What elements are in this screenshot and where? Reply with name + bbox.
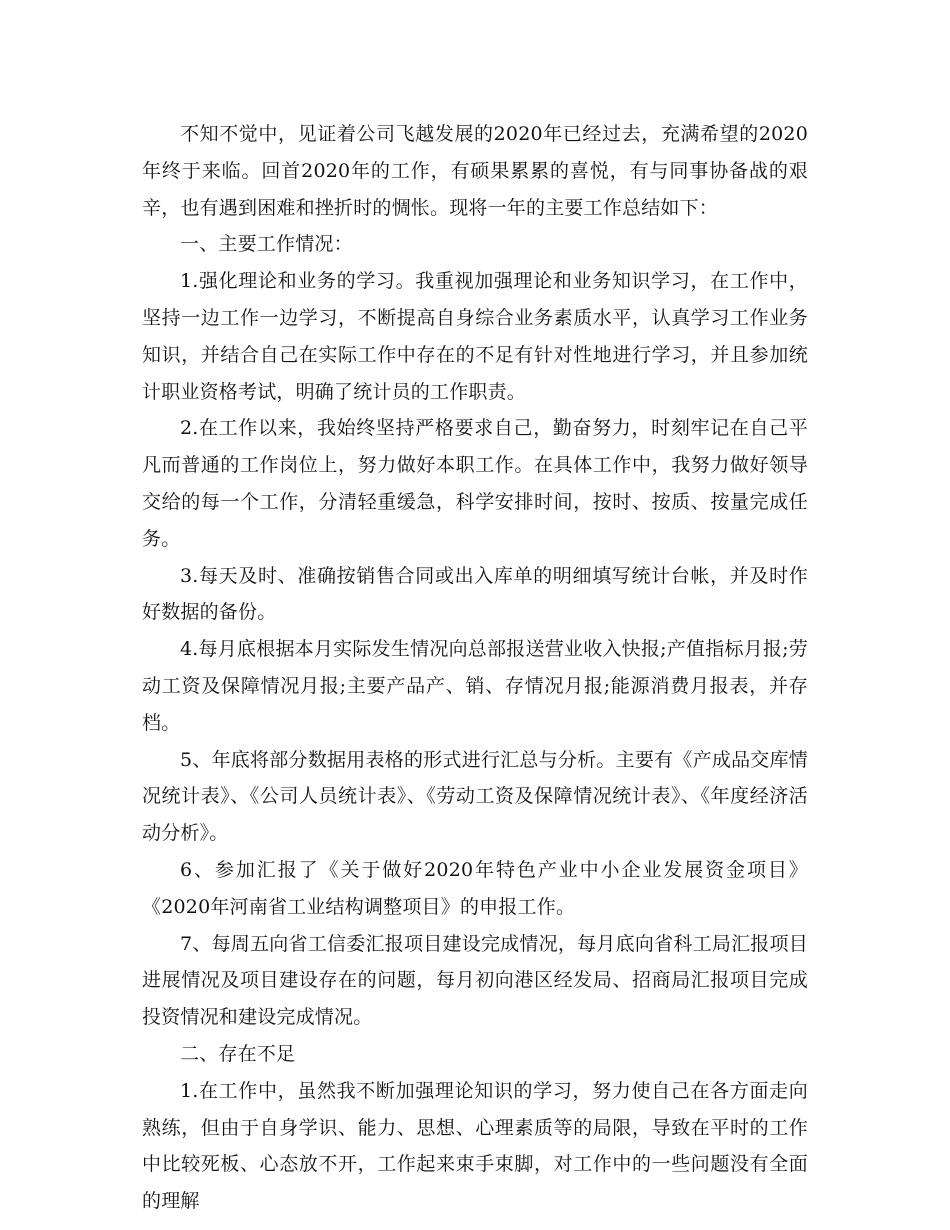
work-item-4: 4.每月底根据本月实际发生情况向总部报送营业收入快报;产值指标月报;劳动工资及保障情况月报;主要产品产、销、存情况月报;能源消费月报表，并存档。 [142,638,808,734]
intro-paragraph: 不知不觉中，见证着公司飞越发展的2020年已经过去，充满希望的2020年终于来临。回首2020年的工作，有硕果累累的喜悦，有与同事协备战的艰辛，也有遇到困难和挫折时的惆怅。现将一年的主要工作总结如下： [142,123,808,219]
shortcoming-item-1: 1.在工作中，虽然我不断加强理论知识的学习，努力使自己在各方面走向熟练，但由于自身学识、能力、思想、心理素质等的局限，导致在平时的工作中比较死板、心态放不开，工作起来束手束脚，对工作中的一些问题没有全面的理解 [142,1079,808,1213]
document-body [142,116,808,1220]
work-item-3: 3.每天及时、准确按销售合同或出入库单的明细填写统计台帐，并及时作好数据的备份。 [142,564,808,624]
work-item-2: 2.在工作以来，我始终坚持严格要求自己，勤奋努力，时刻牢记在自己平凡而普通的工作岗位上，努力做好本职工作。在具体工作中，我努力做好领导交给的每一个工作，分清轻重缓急，科学安排时间，按时、按质、按量完成任务。 [142,417,808,550]
work-item-7: 7、每周五向省工信委汇报项目建设完成情况，每月底向省科工局汇报项目进展情况及项目建设存在的问题，每月初向港区经发局、招商局汇报项目完成投资情况和建设完成情况。 [142,932,808,1029]
work-item-6: 6、参加汇报了《关于做好2020年特色产业中小企业发展资金项目》《2020年河南省工业结构调整项目》的申报工作。 [142,858,808,918]
section-heading-main-work: 一、主要工作情况： [180,233,353,256]
work-item-1: 1.强化理论和业务的学习。我重视加强理论和业务知识学习，在工作中，坚持一边工作一边学习，不断提高自身综合业务素质水平，认真学习工作业务知识，并结合自己在实际工作中存在的不足有针对性地进行学习，并且参加统计职业资格考试，明确了统计员的工作职责。 [142,270,808,403]
work-item-5: 5、年底将部分数据用表格的形式进行汇总与分析。主要有《产成品交库情况统计表》、《公司人员统计表》、《劳动工资及保障情况统计表》、《年度经济活动分析》。 [142,748,808,845]
section-heading-shortcomings: 二、存在不足 [180,1042,296,1065]
